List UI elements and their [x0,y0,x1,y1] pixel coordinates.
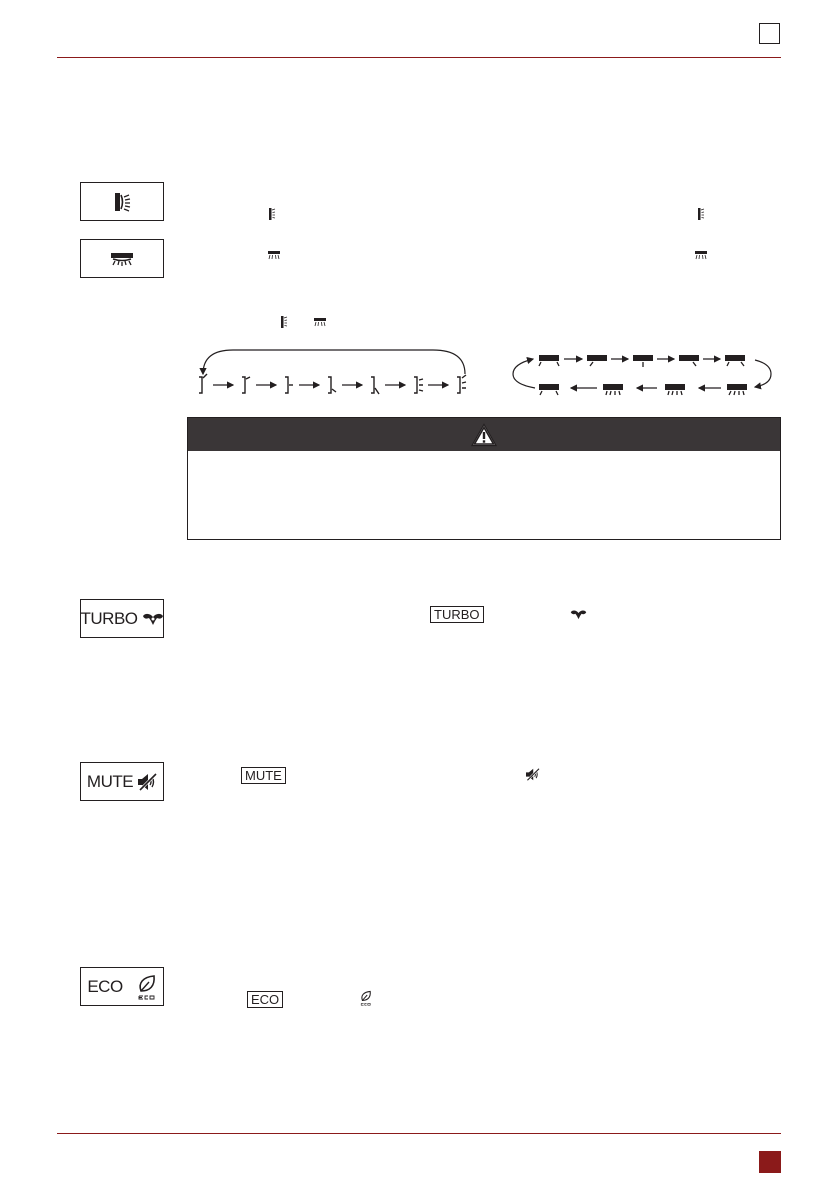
turbo-button-label: TURBO [80,608,138,628]
vertical-louver-sequence-diagram [193,344,479,396]
turbo-inline-label: TURBO [430,606,484,623]
vertical-swing-icon [113,192,131,212]
language-box [759,23,780,44]
eco-inline-label: ECO [247,991,283,1008]
vertical-swing-icon [269,208,275,220]
warning-triangle-icon [471,423,497,447]
mute-button-label: MUTE [86,771,134,791]
vertical-swing-button-illustration [80,182,164,221]
turbo-muscle-icon [570,609,587,620]
turbo-button-illustration [80,599,164,638]
eco-button-illustration [80,967,164,1006]
mute-inline-label: MUTE [241,767,286,784]
page-number-box [759,1151,781,1173]
header-rule [57,57,781,58]
eco-leaf-icon [137,974,157,1000]
eco-leaf-icon [360,990,372,1006]
warning-box [187,417,781,540]
vertical-swing-icon [281,316,287,328]
mute-button-illustration [80,762,164,801]
horizontal-swing-icon [268,251,280,259]
mute-speaker-icon [137,773,157,791]
footer-rule [57,1133,781,1134]
horizontal-louver-cycle-diagram [509,350,775,398]
horizontal-swing-icon [695,251,707,259]
turbo-muscle-icon [142,612,164,626]
mute-speaker-icon [525,768,540,781]
horizontal-swing-icon [314,318,326,326]
horizontal-swing-icon [110,252,134,266]
horizontal-swing-button-illustration [80,239,164,278]
eco-button-label: ECO [87,976,123,996]
vertical-swing-icon [698,208,704,220]
warning-header [188,418,780,451]
